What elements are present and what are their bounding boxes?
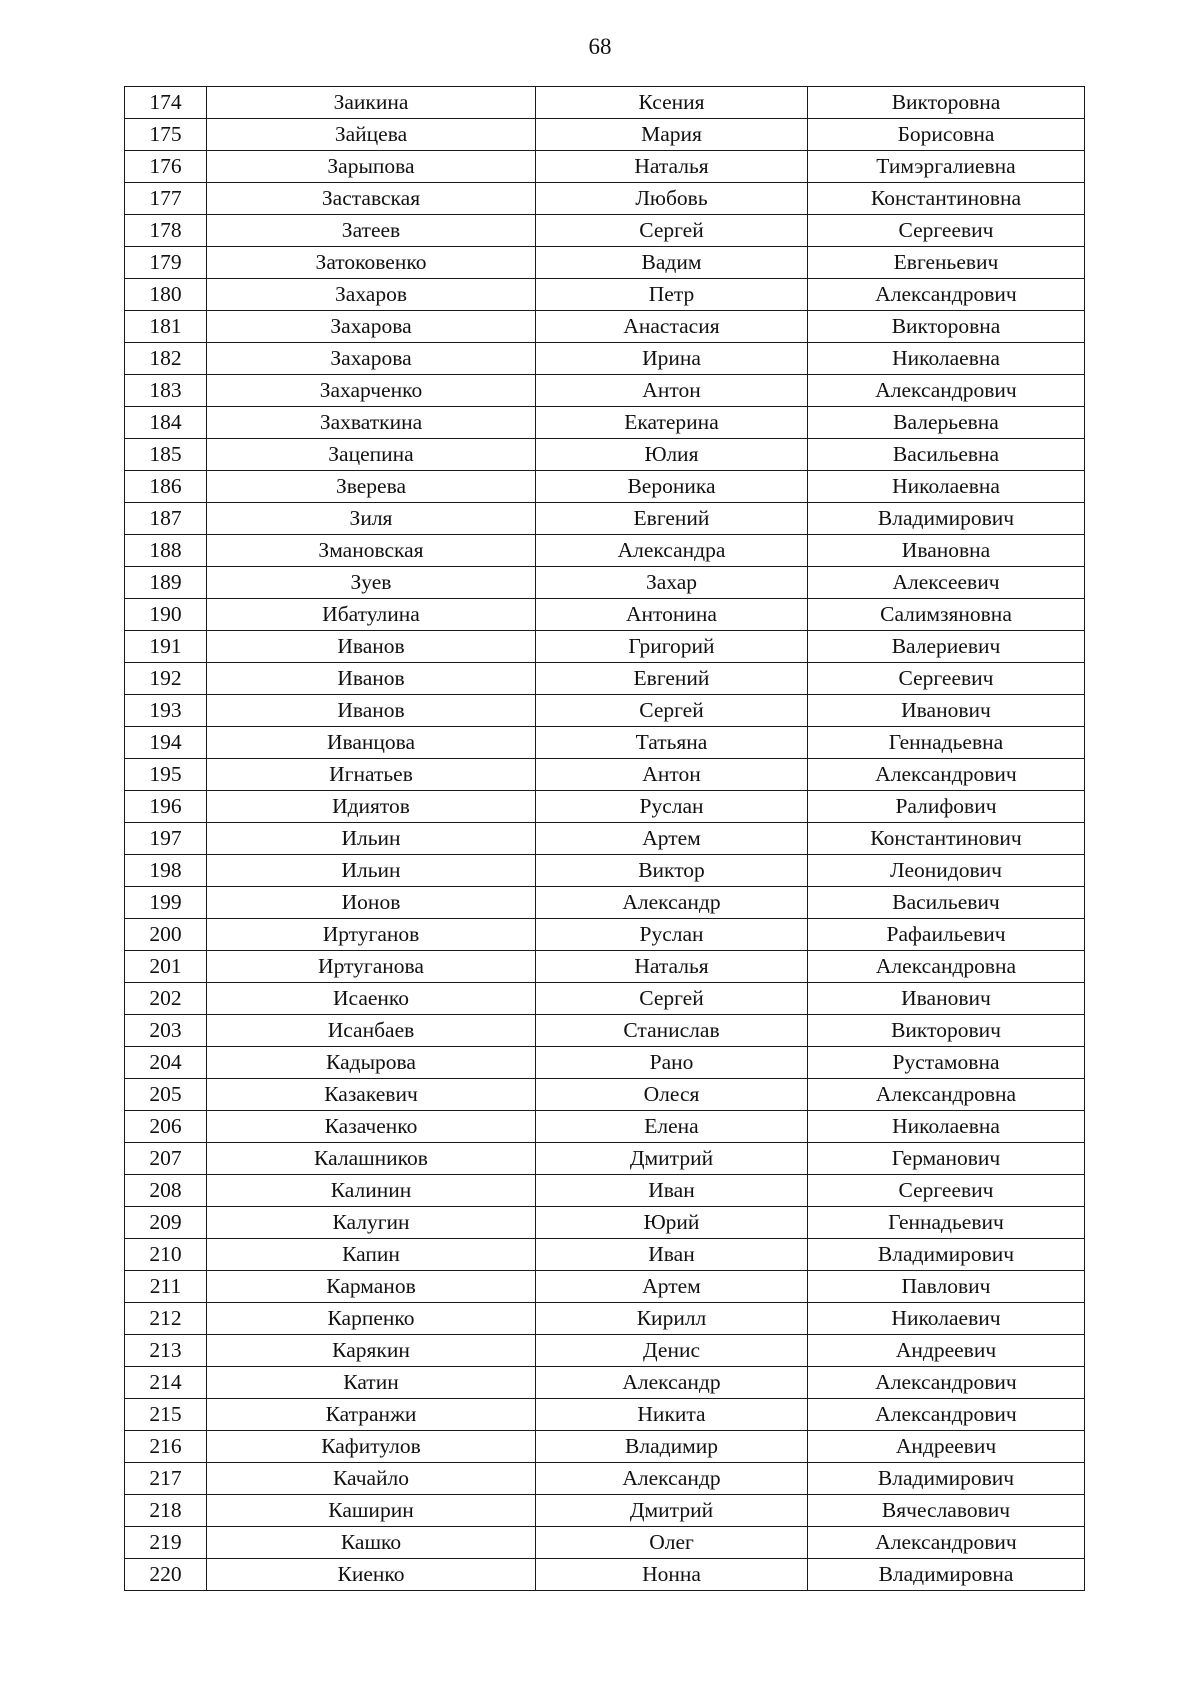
last-name-cell: Калашников (207, 1143, 536, 1175)
first-name-cell: Никита (536, 1399, 808, 1431)
last-name-cell: Кафитулов (207, 1431, 536, 1463)
last-name-cell: Казакевич (207, 1079, 536, 1111)
first-name-cell: Антон (536, 375, 808, 407)
last-name-cell: Ильин (207, 855, 536, 887)
first-name-cell: Олег (536, 1527, 808, 1559)
patronymic-cell: Алексеевич (808, 567, 1085, 599)
last-name-cell: Зацепина (207, 439, 536, 471)
row-number-cell: 174 (125, 87, 207, 119)
table-row (125, 503, 1085, 535)
row-number-cell: 210 (125, 1239, 207, 1271)
first-name-cell: Станислав (536, 1015, 808, 1047)
names-table (124, 86, 1085, 1591)
patronymic-cell: Николаевна (808, 1111, 1085, 1143)
row-number-cell: 186 (125, 471, 207, 503)
first-name-cell: Евгений (536, 503, 808, 535)
patronymic-cell: Викторовна (808, 311, 1085, 343)
first-name-cell: Мария (536, 119, 808, 151)
last-name-cell: Затоковенко (207, 247, 536, 279)
last-name-cell: Иртуганова (207, 951, 536, 983)
table-row (125, 1527, 1085, 1559)
first-name-cell: Денис (536, 1335, 808, 1367)
first-name-cell: Сергей (536, 983, 808, 1015)
first-name-cell: Рано (536, 1047, 808, 1079)
row-number-cell: 214 (125, 1367, 207, 1399)
patronymic-cell: Рафаильевич (808, 919, 1085, 951)
row-number-cell: 203 (125, 1015, 207, 1047)
patronymic-cell: Николаевна (808, 471, 1085, 503)
last-name-cell: Идиятов (207, 791, 536, 823)
patronymic-cell: Андреевич (808, 1335, 1085, 1367)
last-name-cell: Игнатьев (207, 759, 536, 791)
table-row (125, 1367, 1085, 1399)
patronymic-cell: Сергеевич (808, 663, 1085, 695)
last-name-cell: Заикина (207, 87, 536, 119)
patronymic-cell: Павлович (808, 1271, 1085, 1303)
last-name-cell: Захаров (207, 279, 536, 311)
row-number-cell: 202 (125, 983, 207, 1015)
last-name-cell: Карякин (207, 1335, 536, 1367)
patronymic-cell: Борисовна (808, 119, 1085, 151)
first-name-cell: Александр (536, 887, 808, 919)
first-name-cell: Руслан (536, 919, 808, 951)
row-number-cell: 189 (125, 567, 207, 599)
patronymic-cell: Константиновна (808, 183, 1085, 215)
row-number-cell: 187 (125, 503, 207, 535)
row-number-cell: 195 (125, 759, 207, 791)
first-name-cell: Григорий (536, 631, 808, 663)
patronymic-cell: Васильевич (808, 887, 1085, 919)
table-row (125, 343, 1085, 375)
table-row (125, 887, 1085, 919)
first-name-cell: Дмитрий (536, 1143, 808, 1175)
first-name-cell: Екатерина (536, 407, 808, 439)
row-number-cell: 216 (125, 1431, 207, 1463)
table-row (125, 247, 1085, 279)
last-name-cell: Казаченко (207, 1111, 536, 1143)
row-number-cell: 201 (125, 951, 207, 983)
patronymic-cell: Александрович (808, 1367, 1085, 1399)
last-name-cell: Калинин (207, 1175, 536, 1207)
names-table-container (124, 86, 1084, 1591)
table-row (125, 983, 1085, 1015)
first-name-cell: Любовь (536, 183, 808, 215)
row-number-cell: 199 (125, 887, 207, 919)
table-row (125, 855, 1085, 887)
table-row (125, 1399, 1085, 1431)
first-name-cell: Евгений (536, 663, 808, 695)
row-number-cell: 218 (125, 1495, 207, 1527)
patronymic-cell: Валерьевна (808, 407, 1085, 439)
last-name-cell: Зарыпова (207, 151, 536, 183)
first-name-cell: Иван (536, 1175, 808, 1207)
first-name-cell: Александр (536, 1463, 808, 1495)
table-row (125, 151, 1085, 183)
table-row (125, 695, 1085, 727)
last-name-cell: Кашко (207, 1527, 536, 1559)
row-number-cell: 193 (125, 695, 207, 727)
patronymic-cell: Владимирович (808, 503, 1085, 535)
table-row (125, 1431, 1085, 1463)
table-row (125, 119, 1085, 151)
patronymic-cell: Владимирович (808, 1463, 1085, 1495)
table-row (125, 535, 1085, 567)
table-row (125, 439, 1085, 471)
first-name-cell: Наталья (536, 951, 808, 983)
first-name-cell: Антон (536, 759, 808, 791)
table-row (125, 1495, 1085, 1527)
row-number-cell: 179 (125, 247, 207, 279)
table-row (125, 407, 1085, 439)
patronymic-cell: Ивановна (808, 535, 1085, 567)
first-name-cell: Вероника (536, 471, 808, 503)
row-number-cell: 209 (125, 1207, 207, 1239)
patronymic-cell: Тимэргалиевна (808, 151, 1085, 183)
last-name-cell: Зверева (207, 471, 536, 503)
first-name-cell: Татьяна (536, 727, 808, 759)
row-number-cell: 182 (125, 343, 207, 375)
last-name-cell: Ионов (207, 887, 536, 919)
table-row (125, 791, 1085, 823)
patronymic-cell: Владимировна (808, 1559, 1085, 1591)
table-row (125, 759, 1085, 791)
patronymic-cell: Ралифович (808, 791, 1085, 823)
patronymic-cell: Геннадьевна (808, 727, 1085, 759)
last-name-cell: Захарова (207, 343, 536, 375)
last-name-cell: Захарова (207, 311, 536, 343)
table-row (125, 375, 1085, 407)
last-name-cell: Захваткина (207, 407, 536, 439)
row-number-cell: 191 (125, 631, 207, 663)
patronymic-cell: Иванович (808, 695, 1085, 727)
row-number-cell: 188 (125, 535, 207, 567)
row-number-cell: 208 (125, 1175, 207, 1207)
last-name-cell: Заставская (207, 183, 536, 215)
row-number-cell: 183 (125, 375, 207, 407)
first-name-cell: Александр (536, 1367, 808, 1399)
row-number-cell: 181 (125, 311, 207, 343)
last-name-cell: Иртуганов (207, 919, 536, 951)
last-name-cell: Зиля (207, 503, 536, 535)
patronymic-cell: Владимирович (808, 1239, 1085, 1271)
row-number-cell: 180 (125, 279, 207, 311)
first-name-cell: Захар (536, 567, 808, 599)
first-name-cell: Иван (536, 1239, 808, 1271)
table-row (125, 471, 1085, 503)
last-name-cell: Карманов (207, 1271, 536, 1303)
first-name-cell: Руслан (536, 791, 808, 823)
last-name-cell: Иванов (207, 695, 536, 727)
first-name-cell: Антонина (536, 599, 808, 631)
table-row (125, 951, 1085, 983)
row-number-cell: 206 (125, 1111, 207, 1143)
last-name-cell: Зайцева (207, 119, 536, 151)
last-name-cell: Затеев (207, 215, 536, 247)
row-number-cell: 204 (125, 1047, 207, 1079)
row-number-cell: 177 (125, 183, 207, 215)
patronymic-cell: Николаевна (808, 343, 1085, 375)
row-number-cell: 178 (125, 215, 207, 247)
row-number-cell: 194 (125, 727, 207, 759)
first-name-cell: Ирина (536, 343, 808, 375)
first-name-cell: Александра (536, 535, 808, 567)
table-row (125, 1015, 1085, 1047)
last-name-cell: Ибатулина (207, 599, 536, 631)
table-row (125, 1335, 1085, 1367)
row-number-cell: 175 (125, 119, 207, 151)
table-row (125, 1047, 1085, 1079)
table-row (125, 1559, 1085, 1591)
last-name-cell: Катранжи (207, 1399, 536, 1431)
first-name-cell: Ксения (536, 87, 808, 119)
table-row (125, 823, 1085, 855)
first-name-cell: Петр (536, 279, 808, 311)
first-name-cell: Дмитрий (536, 1495, 808, 1527)
table-row (125, 87, 1085, 119)
first-name-cell: Кирилл (536, 1303, 808, 1335)
patronymic-cell: Валериевич (808, 631, 1085, 663)
patronymic-cell: Александрович (808, 1399, 1085, 1431)
first-name-cell: Виктор (536, 855, 808, 887)
last-name-cell: Капин (207, 1239, 536, 1271)
table-row (125, 631, 1085, 663)
patronymic-cell: Сергеевич (808, 215, 1085, 247)
first-name-cell: Вадим (536, 247, 808, 279)
first-name-cell: Артем (536, 823, 808, 855)
row-number-cell: 190 (125, 599, 207, 631)
last-name-cell: Зуев (207, 567, 536, 599)
row-number-cell: 215 (125, 1399, 207, 1431)
row-number-cell: 213 (125, 1335, 207, 1367)
row-number-cell: 196 (125, 791, 207, 823)
table-row (125, 215, 1085, 247)
table-row (125, 183, 1085, 215)
table-row (125, 1143, 1085, 1175)
first-name-cell: Юрий (536, 1207, 808, 1239)
last-name-cell: Иванцова (207, 727, 536, 759)
patronymic-cell: Андреевич (808, 1431, 1085, 1463)
row-number-cell: 219 (125, 1527, 207, 1559)
row-number-cell: 200 (125, 919, 207, 951)
row-number-cell: 220 (125, 1559, 207, 1591)
table-row (125, 1463, 1085, 1495)
row-number-cell: 176 (125, 151, 207, 183)
table-row (125, 1303, 1085, 1335)
patronymic-cell: Геннадьевич (808, 1207, 1085, 1239)
patronymic-cell: Константинович (808, 823, 1085, 855)
first-name-cell: Елена (536, 1111, 808, 1143)
row-number-cell: 198 (125, 855, 207, 887)
table-body (125, 87, 1085, 1591)
table-row (125, 1079, 1085, 1111)
patronymic-cell: Николаевич (808, 1303, 1085, 1335)
first-name-cell: Артем (536, 1271, 808, 1303)
patronymic-cell: Евгеньевич (808, 247, 1085, 279)
row-number-cell: 192 (125, 663, 207, 695)
table-row (125, 1271, 1085, 1303)
row-number-cell: 184 (125, 407, 207, 439)
row-number-cell: 217 (125, 1463, 207, 1495)
row-number-cell: 185 (125, 439, 207, 471)
patronymic-cell: Александрович (808, 279, 1085, 311)
last-name-cell: Иванов (207, 631, 536, 663)
table-row (125, 1175, 1085, 1207)
patronymic-cell: Леонидович (808, 855, 1085, 887)
first-name-cell: Сергей (536, 695, 808, 727)
table-row (125, 1111, 1085, 1143)
page-number: 68 (588, 34, 612, 59)
last-name-cell: Карпенко (207, 1303, 536, 1335)
first-name-cell: Анастасия (536, 311, 808, 343)
row-number-cell: 212 (125, 1303, 207, 1335)
last-name-cell: Киенко (207, 1559, 536, 1591)
last-name-cell: Качайло (207, 1463, 536, 1495)
row-number-cell: 197 (125, 823, 207, 855)
patronymic-cell: Рустамовна (808, 1047, 1085, 1079)
table-row (125, 1239, 1085, 1271)
last-name-cell: Ильин (207, 823, 536, 855)
last-name-cell: Змановская (207, 535, 536, 567)
last-name-cell: Катин (207, 1367, 536, 1399)
row-number-cell: 207 (125, 1143, 207, 1175)
patronymic-cell: Александрович (808, 1527, 1085, 1559)
patronymic-cell: Викторович (808, 1015, 1085, 1047)
last-name-cell: Иванов (207, 663, 536, 695)
table-row (125, 567, 1085, 599)
first-name-cell: Олеся (536, 1079, 808, 1111)
row-number-cell: 205 (125, 1079, 207, 1111)
last-name-cell: Кадырова (207, 1047, 536, 1079)
patronymic-cell: Сергеевич (808, 1175, 1085, 1207)
last-name-cell: Исаенко (207, 983, 536, 1015)
first-name-cell: Юлия (536, 439, 808, 471)
last-name-cell: Исанбаев (207, 1015, 536, 1047)
last-name-cell: Каширин (207, 1495, 536, 1527)
patronymic-cell: Васильевна (808, 439, 1085, 471)
table-row (125, 663, 1085, 695)
patronymic-cell: Германович (808, 1143, 1085, 1175)
patronymic-cell: Салимзяновна (808, 599, 1085, 631)
table-row (125, 1207, 1085, 1239)
table-row (125, 727, 1085, 759)
patronymic-cell: Александрович (808, 375, 1085, 407)
first-name-cell: Нонна (536, 1559, 808, 1591)
patronymic-cell: Александрович (808, 759, 1085, 791)
patronymic-cell: Вячеславович (808, 1495, 1085, 1527)
first-name-cell: Наталья (536, 151, 808, 183)
patronymic-cell: Александровна (808, 1079, 1085, 1111)
table-row (125, 311, 1085, 343)
last-name-cell: Захарченко (207, 375, 536, 407)
patronymic-cell: Александровна (808, 951, 1085, 983)
row-number-cell: 211 (125, 1271, 207, 1303)
last-name-cell: Калугин (207, 1207, 536, 1239)
table-row (125, 279, 1085, 311)
first-name-cell: Сергей (536, 215, 808, 247)
table-row (125, 919, 1085, 951)
table-row (125, 599, 1085, 631)
patronymic-cell: Викторовна (808, 87, 1085, 119)
patronymic-cell: Иванович (808, 983, 1085, 1015)
first-name-cell: Владимир (536, 1431, 808, 1463)
